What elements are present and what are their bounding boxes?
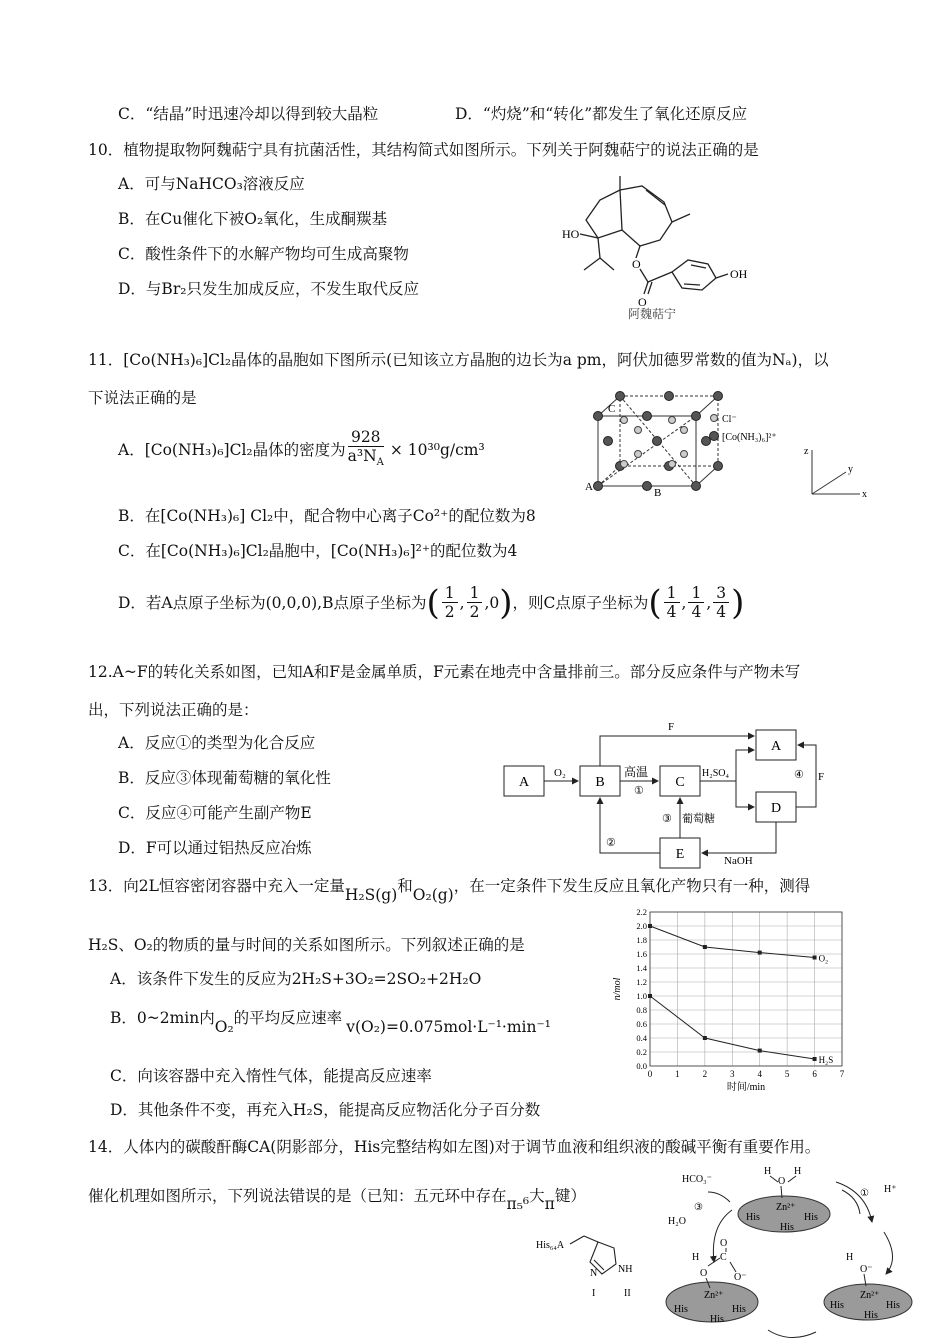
q10-option-b: B．在Cu催化下被O₂氧化，生成酮羰基 xyxy=(118,210,388,228)
q13-option-a: A．该条件下发生的反应为2H₂S+3O₂=2SO₂+2H₂O xyxy=(110,970,482,988)
q12-label-o2: O₂ xyxy=(554,767,566,779)
q14-stem-line2 xyxy=(88,1186,586,1213)
q13-option-d: D．其他条件不变，再充入H₂S，能提高反应物活化分子百分数 xyxy=(110,1101,541,1119)
q11-option-d: D．若A点原子坐标为 (0,0,0),B 点原子坐标为 ( $\frac{1}{2}$ , $\frac{1}{2}$ , 0 ) ，则C点原子坐标为 ( $\frac{1}{4}$ , $\frac{1}{4}$ , $\frac{3}{4}$ ) xyxy=(118,582,745,623)
q13-stem-p1: 13．向2L恒容密闭容器中充入一定量 xyxy=(88,877,345,895)
q14-ring-nh: NH xyxy=(618,1264,633,1275)
q14-zn-right: Zn²⁺ xyxy=(860,1290,880,1301)
q14-his-top-a: His xyxy=(746,1212,760,1223)
q14-h-left: H xyxy=(692,1252,700,1263)
q13-option-b-o2: O₂ xyxy=(214,1018,234,1036)
y-tick-label: 1.4 xyxy=(636,963,647,973)
q11-legend-cl: Cl⁻ xyxy=(722,414,737,425)
q11-density-suffix: × 10³⁰g/cm³ xyxy=(389,441,485,460)
q14-o-right: O⁻ xyxy=(860,1264,873,1275)
q10-option-d: D．与Br₂只发生加成反应，不发生取代反应 xyxy=(118,280,419,298)
x-tick-label: 1 xyxy=(675,1069,680,1079)
q12-box-e-label: E xyxy=(675,847,685,862)
q11-density-numerator: 928 xyxy=(348,428,384,447)
q14-o-left-minus: O⁻ xyxy=(734,1272,747,1283)
q11-axis-z: z xyxy=(804,446,809,457)
data-point xyxy=(813,1057,817,1061)
q14-his-right-a: His xyxy=(830,1300,844,1311)
q10-caption: 阿魏萜宁 xyxy=(628,307,677,321)
q11-legend-co-swatch xyxy=(710,432,719,441)
series-label: H₂S xyxy=(818,1055,834,1065)
q14-o-left-carbonyl: O xyxy=(720,1238,728,1249)
q10-carbonyl-o-label: O xyxy=(638,295,647,309)
q10-structure-figure xyxy=(556,172,776,322)
q11-point-c: C xyxy=(608,403,616,415)
x-tick-label: 6 xyxy=(812,1069,817,1079)
y-tick-label: 0.8 xyxy=(636,1005,647,1015)
q13-option-c: C．向该容器中充入惰性气体，能提高反应速率 xyxy=(110,1067,432,1085)
q13-chart-series xyxy=(648,924,833,1065)
x-tick-label: 5 xyxy=(784,1069,790,1079)
q14-o-left: O xyxy=(700,1268,708,1279)
data-point xyxy=(703,1036,707,1040)
data-point xyxy=(648,994,652,998)
y-tick-label: 0.6 xyxy=(636,1019,647,1029)
data-point xyxy=(703,945,707,949)
q13-chart-grid xyxy=(650,912,842,1066)
q12-label-glucose: 葡萄糖 xyxy=(682,813,715,825)
q11-density-fraction xyxy=(348,428,384,472)
q12-label-heat: 高温 xyxy=(624,765,649,779)
q14-his-top-b: His xyxy=(804,1212,818,1223)
q12-flow-diagram xyxy=(496,716,836,872)
data-point xyxy=(648,924,652,928)
q14-stem-p2: 大 xyxy=(529,1187,545,1205)
q14-his-right-c: His xyxy=(864,1310,878,1321)
data-point xyxy=(758,951,762,955)
q14-zn-top: Zn²⁺ xyxy=(776,1202,796,1213)
x-tick-label: 3 xyxy=(730,1069,735,1079)
q13-stem-line1 xyxy=(88,876,811,904)
q10-option-c: C．酸性条件下的水解产物均可生成高聚物 xyxy=(118,245,409,263)
q14-his-left-a: His xyxy=(674,1304,688,1315)
q13-stem-and: 和 xyxy=(397,877,413,895)
q11-axis-y: y xyxy=(848,464,853,475)
q13-stem-o2: O₂(g) xyxy=(412,886,454,904)
q13-chart-ylabel: n/mol xyxy=(612,977,623,1001)
q14-ring-ii: II xyxy=(624,1288,631,1299)
q14-his-structure xyxy=(532,1232,644,1304)
q14-stem-pi: π₅⁶ xyxy=(506,1195,530,1213)
q14-hco3: HCO₃⁻ xyxy=(682,1174,712,1185)
q11-option-a-text: A．[Co(NH₃)₆]Cl₂晶体的密度为 xyxy=(118,441,346,460)
x-tick-label: 2 xyxy=(702,1069,708,1079)
q14-stem-p1: 催化机理如图所示，下列说法错误的是（已知：五元环中存在 xyxy=(88,1187,507,1205)
y-tick-label: 1.2 xyxy=(636,977,647,987)
q12-label-r2: ② xyxy=(606,837,616,849)
plot-frame xyxy=(650,912,842,1066)
q14-c-left: C xyxy=(720,1252,727,1263)
q10-ester-o-label: O xyxy=(632,257,641,271)
q14-h-top-2: H xyxy=(794,1166,802,1177)
y-tick-label: 2.2 xyxy=(636,907,647,917)
q14-ring-i: I xyxy=(592,1288,596,1299)
q12-box-d-label: D xyxy=(770,801,782,816)
x-tick-label: 4 xyxy=(757,1069,762,1079)
q13-stem-p2: ，在一定条件下发生反应且氧化产物只有一种，测得 xyxy=(453,877,811,895)
q13-chart xyxy=(608,904,858,1096)
q12-label-r1: ① xyxy=(634,785,644,797)
q14-his-left-c: His xyxy=(710,1314,724,1325)
q14-his-right-b: His xyxy=(886,1300,900,1311)
q14-stem-line1: 14．人体内的碳酸酐酶CA(阴影部分，His完整结构如左图)对于调节血液和组织液的酸碱平衡有重要作用。 xyxy=(88,1138,821,1156)
q14-his-label: His₆₄A xyxy=(536,1240,565,1251)
q11-density-denominator: $a^3N_A$ xyxy=(347,447,384,469)
q10-oh-label: OH xyxy=(730,267,748,281)
q14-mechanism xyxy=(660,1162,930,1344)
q12-box-a2-label: A xyxy=(770,739,782,754)
q12-label-f-top: F xyxy=(668,721,675,733)
q14-h2o: H₂O xyxy=(668,1216,686,1227)
q14-stem-p3: 键） xyxy=(554,1187,586,1205)
q12-label-r3: ③ xyxy=(662,813,672,825)
q9-option-d: D．“灼烧”和“转化”都发生了氧化还原反应 xyxy=(455,105,748,123)
q14-his-top-c: His xyxy=(780,1222,794,1233)
q12-label-r4: ④ xyxy=(794,769,804,781)
q14-his-left-b: His xyxy=(732,1304,746,1315)
q14-o-top: O xyxy=(778,1176,786,1187)
data-point xyxy=(758,1049,762,1053)
q9-option-c: C．“结晶”时迅速冷却以得到较大晶粒 xyxy=(118,105,379,123)
y-tick-label: 0.2 xyxy=(636,1047,647,1057)
q13-option-b-rate: v(O₂)=0.075mol·L⁻¹·min⁻¹ xyxy=(346,1018,551,1036)
y-tick-label: 2.0 xyxy=(636,921,647,931)
q14-hplus: H⁺ xyxy=(884,1184,897,1195)
q12-option-c: C．反应④可能产生副产物E xyxy=(118,804,312,822)
q13-option-b-p2: 的平均反应速率 xyxy=(233,1009,343,1027)
q14-r1: ① xyxy=(860,1188,869,1199)
q11-option-d-p3: 点原子坐标为 xyxy=(333,593,427,612)
q14-r3: ③ xyxy=(694,1202,703,1213)
q10-ho-label: HO xyxy=(562,227,580,241)
q11-option-b: B．在[Co(NH₃)₆] Cl₂中，配合物中心离子Co²⁺的配位数为8 xyxy=(118,507,536,525)
x-tick-label: 7 xyxy=(839,1069,845,1079)
series-label: O₂ xyxy=(818,953,829,964)
q13-stem-line2: H₂S、O₂的物质的量与时间的关系如图所示。下列叙述正确的是 xyxy=(88,936,525,954)
x-tick-label: 0 xyxy=(647,1069,653,1079)
q12-label-h2so4: H₂SO₄ xyxy=(702,768,729,779)
q14-h-top-1: H xyxy=(764,1166,772,1177)
q11-legend-cl-swatch xyxy=(711,415,718,422)
q14-zn-left: Zn²⁺ xyxy=(704,1290,724,1301)
q12-box-b-label: B xyxy=(595,775,605,790)
q12-stem-line2: 出，下列说法正确的是： xyxy=(88,701,259,719)
q11-b-z: 0 xyxy=(489,593,500,612)
q12-option-b: B．反应③体现葡萄糖的氧化性 xyxy=(118,769,331,787)
q11-legend-co: [Co(NH₃)₆]²⁺ xyxy=(722,432,777,443)
y-tick-label: 0.4 xyxy=(636,1033,647,1043)
q14-stem-pi2: π xyxy=(544,1195,555,1213)
q12-label-f-right: F xyxy=(818,771,825,783)
q11-stem-line1: 11．[Co(NH₃)₆]Cl₂晶体的晶胞如下图所示(已知该立方晶胞的边长为a pm，阿伏加德罗常数的值为Nₐ)，以 xyxy=(88,351,829,369)
data-point xyxy=(813,956,817,960)
q12-option-d: D．F可以通过铝热反应冶炼 xyxy=(118,839,312,857)
q11-stem-line2: 下说法正确的是 xyxy=(88,389,197,407)
q11-axis-x: x xyxy=(862,489,867,500)
q10-stem: 10．植物提取物阿魏萜宁具有抗菌活性，其结构简式如图所示。下列关于阿魏萜宁的说法正确的是 xyxy=(88,141,759,159)
y-tick-label: 1.0 xyxy=(636,991,647,1001)
q13-option-b xyxy=(110,1008,551,1036)
q12-option-a: A．反应①的类型为化合反应 xyxy=(118,734,316,752)
q12-stem-line1: 12.A~F的转化关系如图，已知A和F是金属单质，F元素在地壳中含量排前三。部分反应条件与产物未写 xyxy=(88,663,801,681)
y-tick-label: 0.0 xyxy=(636,1061,647,1071)
q14-h-right: H xyxy=(846,1252,854,1263)
q11-option-a xyxy=(118,428,485,472)
y-tick-label: 1.8 xyxy=(636,935,647,945)
q10-option-a: A．可与NaHCO₃溶液反应 xyxy=(118,175,305,193)
q11-option-c: C．在[Co(NH₃)₆]Cl₂晶胞中，[Co(NH₃)₆]²⁺的配位数为4 xyxy=(118,542,518,560)
q11-crystal-figure xyxy=(568,390,878,510)
q13-chart-xlabel: 时间/min xyxy=(726,1082,766,1093)
y-tick-label: 1.6 xyxy=(636,949,647,959)
q11-point-a: A xyxy=(585,481,593,493)
q11-point-b: B xyxy=(654,487,662,499)
q13-stem-h2s: H₂S(g) xyxy=(344,886,398,904)
q11-option-d-p4: ，则C点原子坐标为 xyxy=(512,593,649,612)
q13-option-b-p1: B．0~2min内 xyxy=(110,1009,215,1027)
q12-box-a1-label: A xyxy=(518,775,530,790)
q12-box-c-label: C xyxy=(675,775,685,790)
q11-option-d-p1: D．若A点原子坐标为 xyxy=(118,593,266,612)
q11-option-d-a-coord: (0,0,0),B xyxy=(265,593,334,612)
q14-ring-n: N xyxy=(590,1268,598,1279)
q12-label-naoh: NaOH xyxy=(724,855,753,867)
